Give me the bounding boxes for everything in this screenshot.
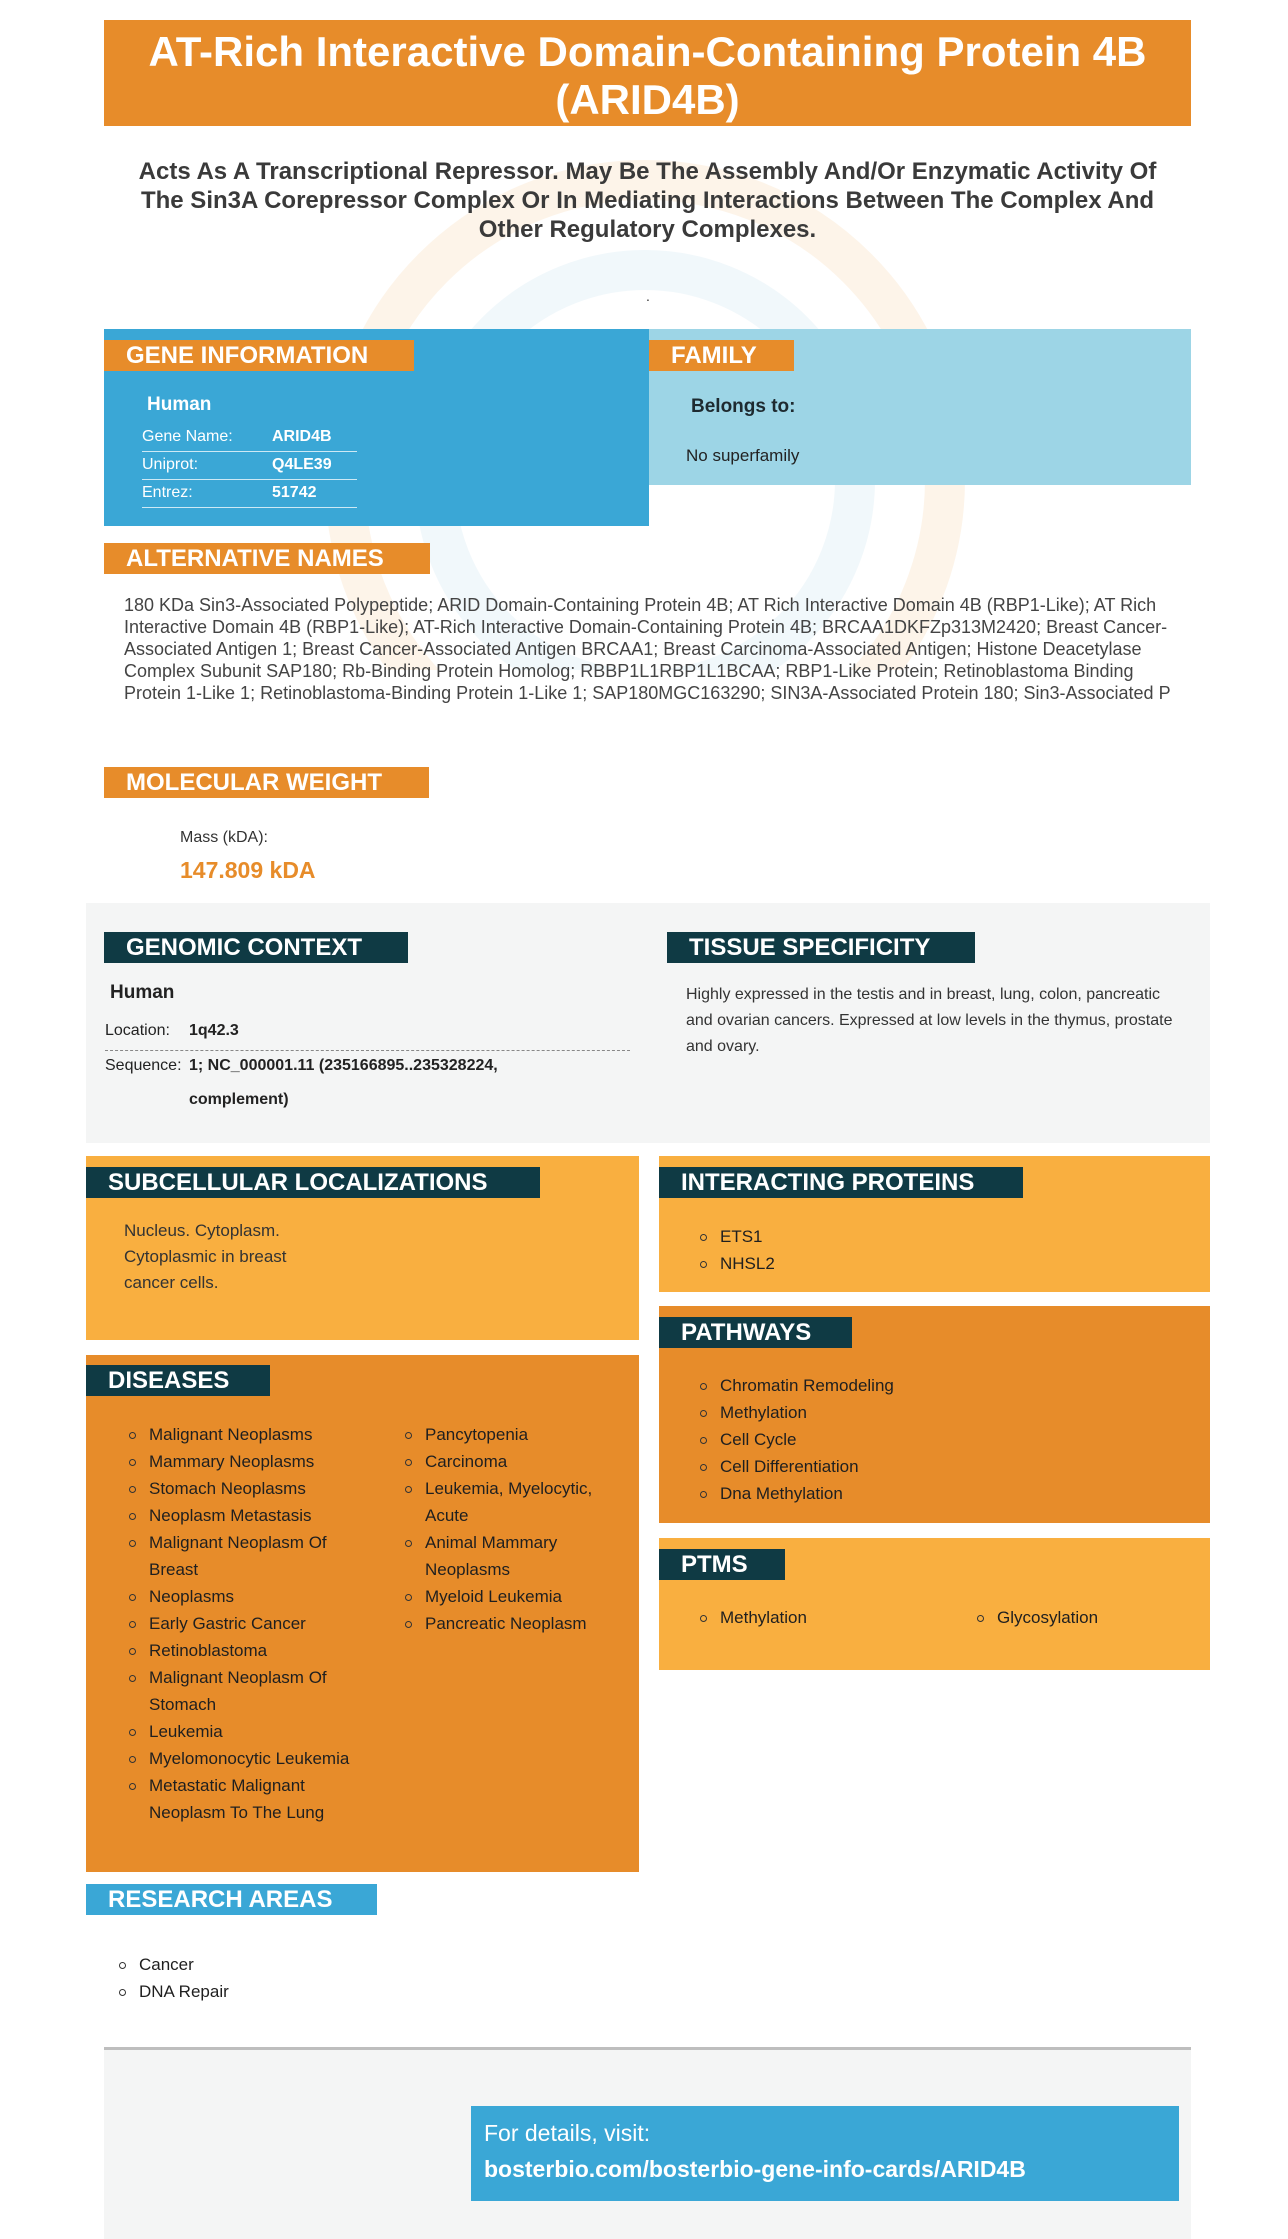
details-link-box[interactable]: [471, 2106, 1179, 2201]
diseases-list-col2: [403, 1421, 618, 1637]
list-item: Dna Methylation: [698, 1480, 894, 1507]
uniprot-value: Q4LE39: [272, 456, 332, 473]
list-item: Chromatin Remodeling: [698, 1372, 894, 1399]
list-item: Neoplasms: [127, 1583, 362, 1610]
list-item: Cell Differentiation: [698, 1453, 894, 1480]
details-prompt: For details, visit:: [484, 2120, 651, 2146]
page-title: AT-Rich Interactive Domain-Containing Protein 4B (ARID4B): [104, 20, 1191, 126]
gene-name-label: Gene Name:: [142, 428, 233, 445]
interacting-proteins-list: [698, 1223, 775, 1277]
list-item: Cell Cycle: [698, 1426, 894, 1453]
list-item: Malignant Neoplasm Of Stomach: [127, 1664, 362, 1718]
list-item: Neoplasm Metastasis: [127, 1502, 362, 1529]
separator-dot: .: [646, 288, 650, 304]
list-item: Leukemia, Myelocytic, Acute: [403, 1475, 618, 1529]
tissue-specificity-heading: TISSUE SPECIFICITY: [667, 932, 975, 963]
protein-summary: Acts As A Transcriptional Repressor. May Be The Assembly And/Or Enzymatic Activity Of The Sin3A Corepressor Complex Or In Mediating Interactions Between The Complex And Other Regulatory Complexes.: [138, 158, 1157, 243]
list-item: ETS1: [698, 1223, 775, 1250]
research-areas-list: [117, 1951, 229, 2005]
location-value: 1q42.3: [189, 1022, 239, 1039]
list-item: Stomach Neoplasms: [127, 1475, 362, 1502]
ptms-list-right: [975, 1604, 1098, 1631]
list-item: Metastatic Malignant Neoplasm To The Lung: [127, 1772, 362, 1826]
diseases-list-col1: [127, 1421, 362, 1826]
subcellular-line: Nucleus. Cytoplasm.: [124, 1221, 280, 1240]
row-divider: [105, 1050, 630, 1051]
details-link[interactable]: bosterbio.com/bosterbio-gene-info-cards/ARID4B: [484, 2156, 1026, 2182]
sequence-value-continued: complement): [189, 1091, 289, 1108]
list-item: Pancreatic Neoplasm: [403, 1610, 618, 1637]
alternative-names-text: 180 KDa Sin3-Associated Polypeptide; ARID Domain-Containing Protein 4B; AT Rich Interactive Domain 4B (RBP1-Like); AT Rich Interactive Domain 4B (RBP1-Like); AT-Rich Interactive Domain-Containing Protein 4B; BRCAA1DKFZp313M2420; Breast Cancer-Associated Antigen 1; Breast Cancer-Associated Antigen BRCAA1; Breast Carcinoma-Associated Antigen; Histone Deacetylase Complex Subunit SAP180; Rb-Binding Protein Homolog; RBBP1L1RBP1L1BCAA; RBP1-Like Protein; Retinoblastoma Binding Protein 1-Like 1; Retinoblastoma-Binding Protein 1-Like 1; SAP180MGC163290; SIN3A-Associated Protein 180; Sin3-Associated P: [124, 595, 1171, 703]
sequence-label: Sequence:: [105, 1057, 182, 1074]
entrez-value: 51742: [272, 484, 317, 501]
gene-information-heading: GENE INFORMATION: [104, 340, 414, 371]
list-item: Malignant Neoplasm Of Breast: [127, 1529, 362, 1583]
mass-label: Mass (kDA):: [180, 829, 268, 846]
list-item: Malignant Neoplasms: [127, 1421, 362, 1448]
uniprot-label: Uniprot:: [142, 456, 199, 473]
alternative-names-heading: ALTERNATIVE NAMES: [104, 543, 430, 574]
genomic-context-heading: GENOMIC CONTEXT: [104, 932, 408, 963]
list-item: NHSL2: [698, 1250, 775, 1277]
subcellular-heading: SUBCELLULAR LOCALIZATIONS: [86, 1167, 540, 1198]
interacting-proteins-heading: INTERACTING PROTEINS: [659, 1167, 1023, 1198]
mass-value: 147.809 kDA: [180, 857, 316, 883]
tissue-specificity-text: Highly expressed in the testis and in breast, lung, colon, pancreatic and ovarian cancers. Expressed at low levels in the thymus, prostate and ovary.: [686, 986, 1173, 1055]
list-item: Early Gastric Cancer: [127, 1610, 362, 1637]
entrez-label: Entrez:: [142, 484, 193, 501]
family-value: No superfamily: [686, 446, 800, 465]
list-item: Carcinoma: [403, 1448, 618, 1475]
list-item: Mammary Neoplasms: [127, 1448, 362, 1475]
research-areas-heading: RESEARCH AREAS: [86, 1884, 377, 1915]
list-item: Leukemia: [127, 1718, 362, 1745]
list-item: DNA Repair: [117, 1978, 229, 2005]
pathways-heading: PATHWAYS: [659, 1317, 852, 1348]
family-belongs-label: Belongs to:: [691, 396, 796, 417]
list-item: Myeloid Leukemia: [403, 1583, 618, 1610]
diseases-heading: DISEASES: [86, 1365, 270, 1396]
list-item: Retinoblastoma: [127, 1637, 362, 1664]
subcellular-line: Cytoplasmic in breast: [124, 1247, 287, 1266]
ptms-list-left: [698, 1604, 807, 1631]
list-item: Animal Mammary Neoplasms: [403, 1529, 618, 1583]
list-item: Cancer: [117, 1951, 229, 1978]
pathways-list: [698, 1372, 894, 1507]
list-item: Methylation: [698, 1399, 894, 1426]
list-item: Glycosylation: [975, 1604, 1098, 1631]
gene-species: Human: [147, 394, 212, 415]
gene-name-value: ARID4B: [272, 428, 332, 445]
subcellular-line: cancer cells.: [124, 1273, 219, 1292]
ptms-heading: PTMS: [659, 1549, 785, 1580]
list-item: Methylation: [698, 1604, 807, 1631]
genomic-species: Human: [110, 982, 175, 1003]
molecular-weight-heading: MOLECULAR WEIGHT: [104, 767, 429, 798]
family-heading: FAMILY: [649, 340, 794, 371]
row-divider: [142, 507, 357, 508]
sequence-value: 1; NC_000001.11 (235166895..235328224,: [189, 1057, 498, 1074]
list-item: Myelomonocytic Leukemia: [127, 1745, 362, 1772]
list-item: Pancytopenia: [403, 1421, 618, 1448]
location-label: Location:: [105, 1022, 170, 1039]
